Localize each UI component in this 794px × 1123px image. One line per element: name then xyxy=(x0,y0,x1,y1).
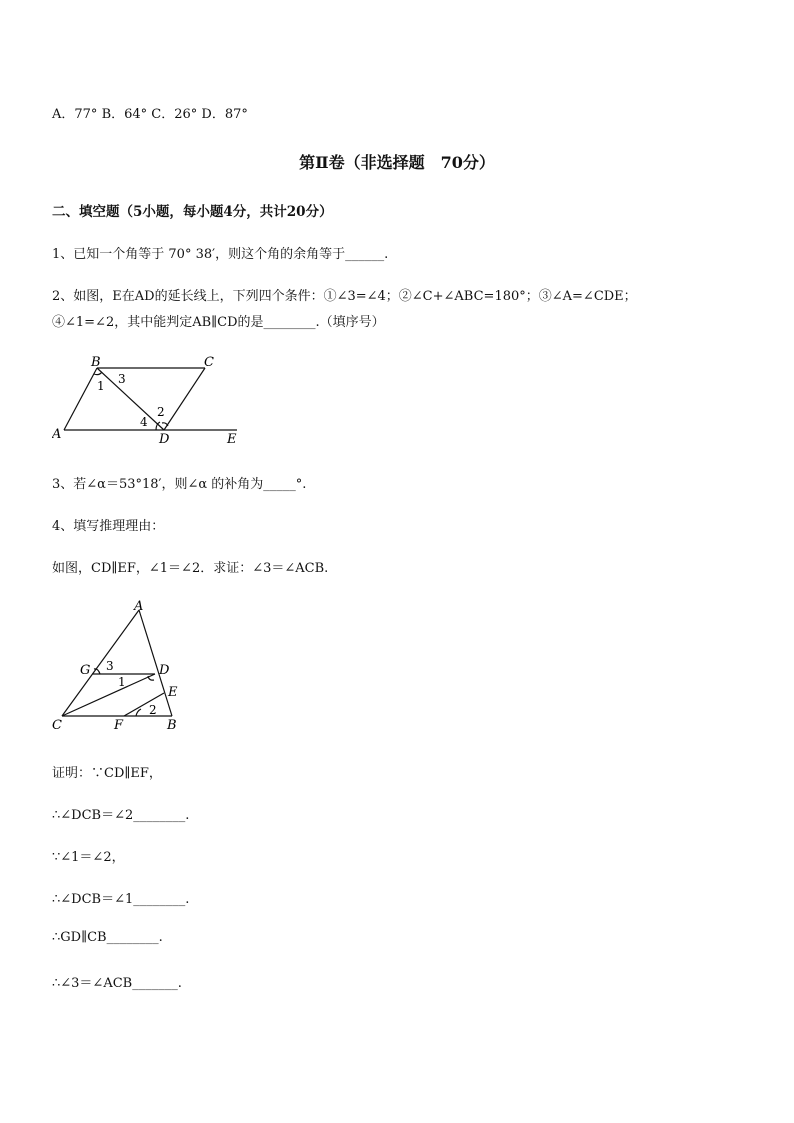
label-a2: A xyxy=(134,599,144,614)
label-b2: B xyxy=(167,718,177,733)
figure-triangle xyxy=(52,598,202,738)
proof-line-3: ∵∠1＝∠2， xyxy=(52,850,125,865)
figure-parallelogram xyxy=(52,350,252,450)
angle-1: 1 xyxy=(97,379,105,393)
label-c2: C xyxy=(52,718,62,733)
proof-line-5: ∴GD∥CB________. xyxy=(52,930,163,945)
question-4-given: 如图，CD∥EF，∠1＝∠2．求证：∠3＝∠ACB. xyxy=(52,561,329,576)
proof-line-4: ∴∠DCB＝∠1________. xyxy=(52,892,190,907)
label-e2: E xyxy=(168,685,178,700)
label-d2: D xyxy=(159,663,170,678)
question-1: 1、已知一个角等于 70° 38′，则这个角的余角等于______. xyxy=(52,247,389,262)
angle-2: 2 xyxy=(157,405,165,419)
part-title: 第Ⅱ卷（非选择题 70分） xyxy=(299,153,495,172)
label-d: D xyxy=(159,432,170,447)
label-f: F xyxy=(114,718,124,733)
question-4: 4、填写推理理由： xyxy=(52,519,165,534)
angle-1b: 1 xyxy=(118,675,126,689)
proof-line-2: ∴∠DCB＝∠2________. xyxy=(52,808,190,823)
angle-2b: 2 xyxy=(149,703,157,717)
angle-3: 3 xyxy=(118,372,126,386)
label-g: G xyxy=(80,663,91,678)
question-2-line-1: 2、如图，E在AD的延长线上，下列四个条件：①∠3=∠4；②∠C+∠ABC=180°；③∠A=∠CDE； xyxy=(52,289,637,304)
label-c: C xyxy=(204,355,214,370)
angle-3b: 3 xyxy=(106,659,114,673)
angle-4: 4 xyxy=(140,415,148,429)
label-a: A xyxy=(52,427,62,442)
label-b: B xyxy=(91,355,101,370)
answer-choices: A．77° B．64° C．26° D．87° xyxy=(52,107,248,122)
section-title: 二、填空题（5小题，每小题4分，共计20分） xyxy=(52,204,333,220)
proof-line-1: 证明：∵CD∥EF， xyxy=(52,766,162,781)
label-e: E xyxy=(227,432,237,447)
proof-line-6: ∴∠3＝∠ACB_______. xyxy=(52,976,182,991)
question-3: 3、若∠α＝53°18′，则∠α 的补角为_____°. xyxy=(52,477,307,492)
question-2-line-2: ④∠1=∠2，其中能判定AB∥CD的是________.（填序号） xyxy=(52,315,385,330)
